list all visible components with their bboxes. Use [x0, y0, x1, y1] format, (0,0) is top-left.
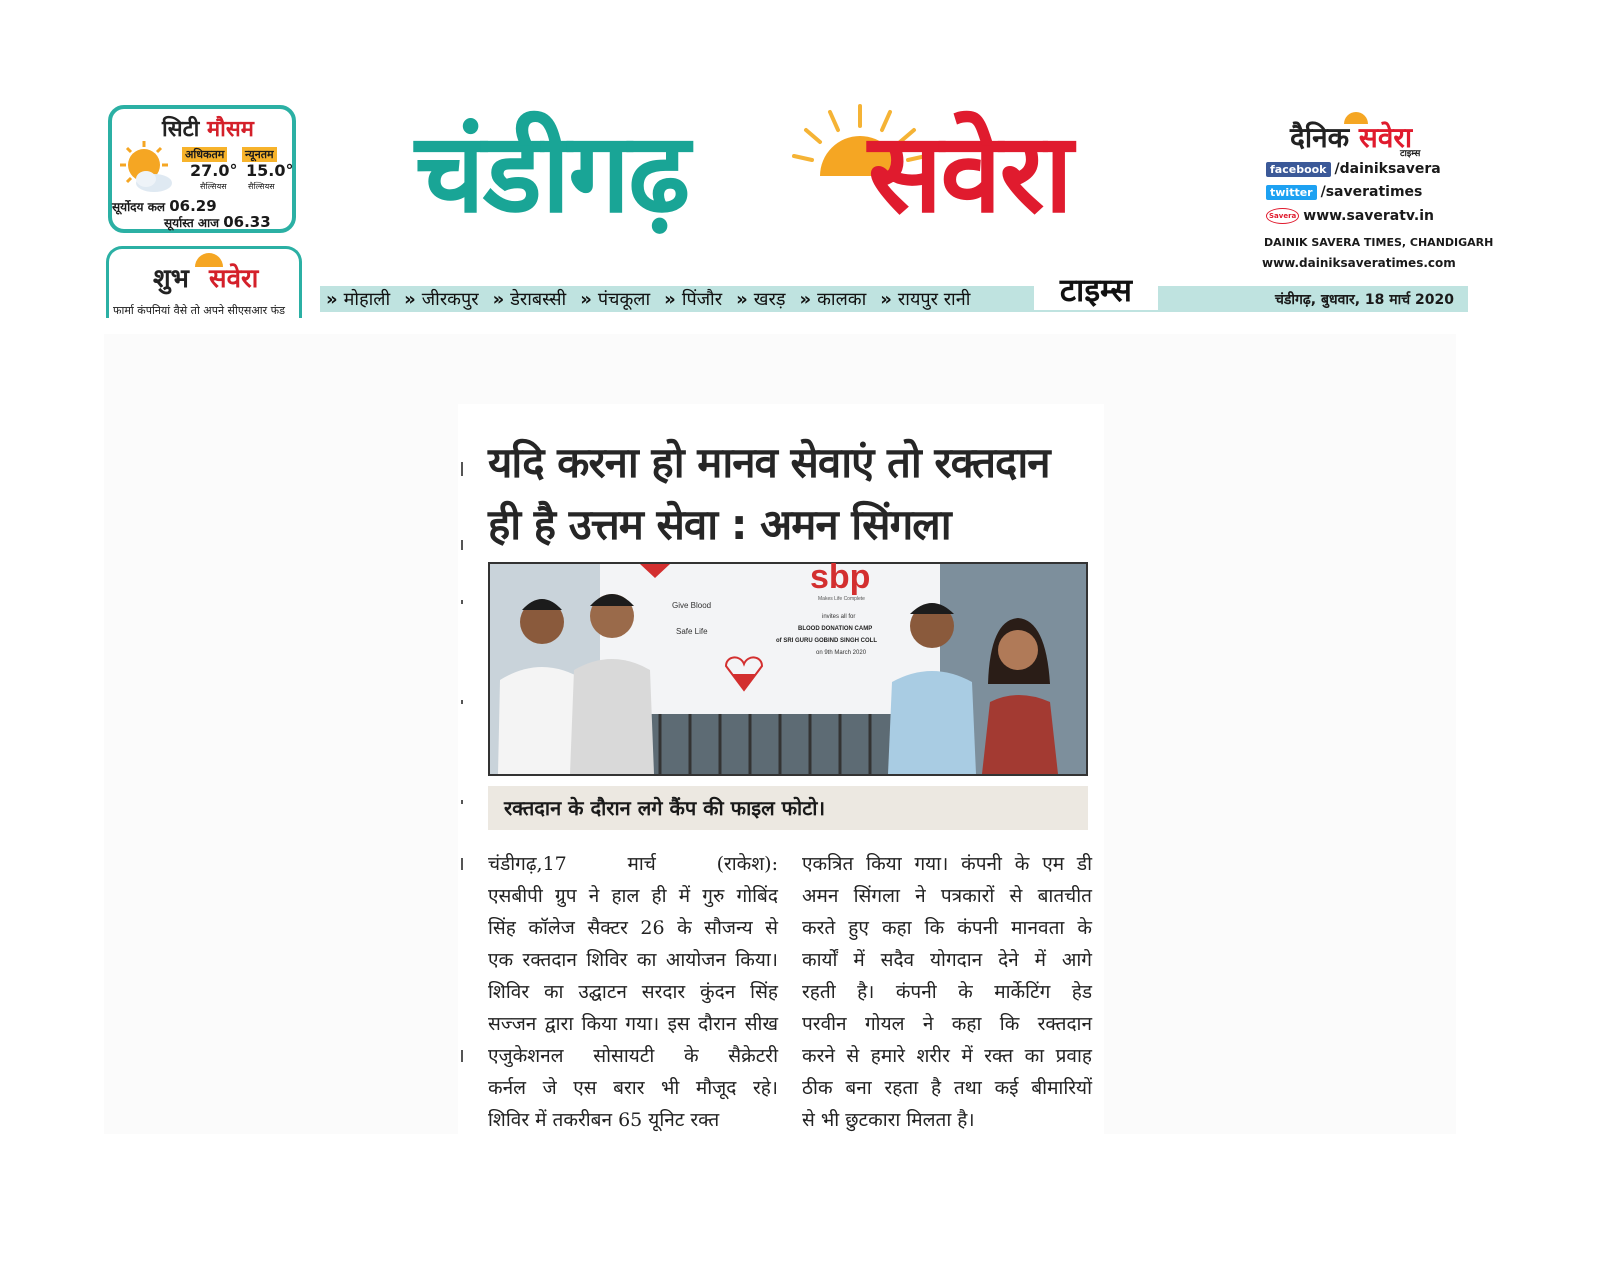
twitter-handle: /saveratimes: [1320, 184, 1423, 200]
chevron-right-icon: »: [326, 288, 338, 310]
article-line: करते हुए कहा कि कंपनी मानवता के: [802, 917, 1092, 939]
nav-item-pinjore[interactable]: [664, 287, 722, 311]
edition-date: चंडीगढ़, बुधवार, 18 मार्च 2020: [1275, 292, 1454, 308]
banner-camp: BLOOD DONATION CAMP: [798, 626, 873, 632]
weather-title-a: सिटी: [162, 116, 200, 142]
website-link[interactable]: [1266, 208, 1434, 224]
brand-title: [1290, 118, 1412, 156]
article-column-1: [488, 848, 778, 1136]
weather-title-b: मौसम: [207, 116, 254, 142]
article-line: चंडीगढ़,17 मार्च (राकेश):: [488, 853, 778, 875]
masthead-city: चंडीगढ़: [415, 108, 689, 237]
article-photo: [488, 558, 1088, 776]
margin-tick: [461, 1050, 463, 1062]
article-line: एसबीपी ग्रुप ने हाल ही में गुरु गोबिंद: [488, 885, 778, 907]
article-line: एकत्रित किया गया। कंपनी के एम डी: [802, 853, 1092, 875]
facebook-icon: facebook: [1266, 162, 1331, 177]
chevron-right-icon: »: [404, 288, 416, 310]
banner-safe: Safe Life: [676, 627, 708, 636]
chevron-right-icon: »: [799, 288, 812, 310]
margin-tick: [461, 858, 463, 870]
sunset: [164, 213, 271, 231]
nav-item-panchkula[interactable]: [580, 287, 650, 311]
article-column-2: [802, 848, 1092, 1136]
sunrise-label: सूर्योदय कल: [112, 200, 166, 214]
article-line: कार्यों में सदैव योगदान देने में आगे: [802, 949, 1092, 971]
banner-invite: invites all for: [822, 614, 856, 620]
blood-donation-camp-photo: [490, 558, 1086, 774]
nav-item-label: खरड़: [753, 289, 786, 310]
article-line: परवीन गोयल ने कहा कि रक्तदान: [802, 1013, 1092, 1035]
nav-item-label: जीरकपुर: [421, 289, 479, 310]
sunrise-time: 06.29: [169, 197, 217, 215]
banner-logo: sbp: [810, 558, 871, 596]
facebook-link[interactable]: [1266, 161, 1441, 177]
facebook-handle: /dainiksavera: [1334, 161, 1441, 177]
nav-item-label: पिंजौर: [681, 289, 723, 310]
nav-item-zirakpur[interactable]: [404, 287, 478, 311]
sunset-time: 06.33: [223, 213, 271, 231]
article-line: शिविर में तकरीबन 65 यूनिट रक्त: [488, 1109, 720, 1131]
nav-item-kharar[interactable]: [736, 287, 785, 311]
margin-tick: [461, 462, 463, 476]
nav-item-label: रायपुर रानी: [897, 289, 971, 310]
article-headline: [488, 432, 1098, 556]
headline-line-1: यदि करना हो मानव सेवाएं तो रक्तदान: [488, 438, 1050, 487]
brand-title-b: सवेरा: [1358, 121, 1413, 154]
shubh-title-b: सवेरा: [209, 264, 259, 294]
masthead-name: सवेरा: [868, 108, 1071, 237]
nav-item-kalka[interactable]: [799, 287, 866, 311]
min-temp-unit: सैल्सियस: [248, 182, 275, 191]
article-line: शिविर का उद्घाटन सरदार कुंदन सिंह: [488, 981, 778, 1003]
article-line: एक रक्तदान शिविर का आयोजन किया।: [488, 949, 778, 971]
chevron-right-icon: »: [492, 288, 505, 310]
nav-item-label: मोहाली: [343, 289, 391, 310]
max-temp-unit: सैल्सियस: [200, 182, 227, 191]
banner-give: Give Blood: [672, 601, 712, 610]
masthead-times: टाइम्स: [1034, 270, 1158, 310]
min-temp-label: न्यूनतम: [242, 147, 277, 162]
min-temp-value: 15.0°: [246, 161, 294, 180]
article-line: से भी छुटकारा मिलता है।: [802, 1109, 975, 1131]
article-line: सिंह कॉलेज सैक्टर 26 के सौजन्य से: [488, 917, 778, 939]
chevron-right-icon: »: [664, 288, 676, 310]
chevron-right-icon: »: [736, 288, 748, 310]
nav-item-label: कालका: [817, 289, 867, 310]
brand-url[interactable]: www.dainiksaveratimes.com: [1262, 256, 1456, 270]
banner-logo-sub: Makes Life Complete: [818, 596, 865, 602]
nav-item-label: पंचकूला: [597, 289, 651, 310]
max-temp-value: 27.0°: [190, 161, 238, 180]
margin-tick: [461, 600, 463, 604]
brand-times: टाइम्स: [1400, 149, 1421, 159]
weather-box: [108, 105, 296, 233]
article-line: कर्नल जे एस बरार भी मौजूद रहे।: [488, 1077, 778, 1099]
nav-item-raipur-rani[interactable]: [880, 287, 970, 311]
shubh-headline[interactable]: फार्मा कंपनियां वैसे तो अपने सीएसआर फंड: [113, 304, 285, 317]
article-line: सज्जन द्वारा किया गया। इस दौरान सीख: [488, 1013, 778, 1035]
article-line: अमन सिंगला ने पत्रकारों से बातचीत: [802, 885, 1092, 907]
city-nav-list: [326, 286, 970, 312]
chevron-right-icon: »: [880, 288, 892, 310]
nav-item-label: डेराबस्सी: [510, 289, 567, 310]
shubh-savera-box: [106, 246, 302, 318]
banner-date: on 9th March 2020: [816, 650, 867, 656]
nav-item-mohali[interactable]: [326, 287, 390, 311]
article-line: करने से हमारे शरीर में रक्त का प्रवाह: [802, 1045, 1092, 1067]
margin-tick: [461, 700, 463, 704]
twitter-link[interactable]: [1266, 184, 1422, 200]
twitter-icon: twitter: [1266, 185, 1317, 200]
chevron-right-icon: »: [580, 288, 592, 310]
brand-title-a: दैनिक: [1290, 121, 1350, 154]
sun-cloud-icon: [118, 139, 176, 197]
margin-tick: [461, 800, 463, 804]
caption-text: रक्तदान के दौरान लगे कैंप की फाइल फोटो।: [504, 796, 826, 820]
banner-college: of SRI GURU GOBIND SINGH COLL: [776, 638, 877, 644]
tv-logo-icon: Savera: [1266, 208, 1299, 224]
city-nav-bar: [320, 286, 1468, 312]
sunset-label: सूर्यास्त आज: [164, 216, 220, 230]
nav-item-derabassi[interactable]: [493, 287, 567, 311]
article-line: रहती है। कंपनी के मार्केटिंग हेड: [802, 981, 1092, 1003]
headline-line-2: ही है उत्तम सेवा : अमन सिंगला: [488, 500, 951, 549]
max-temp-label: अधिकतम: [182, 147, 227, 162]
shubh-title-a: शुभ: [153, 264, 189, 294]
brand-city-line: DAINIK SAVERA TIMES, CHANDIGARH: [1264, 236, 1494, 249]
margin-tick: [461, 540, 463, 550]
article-line: ठीक बना रहता है तथा कई बीमारियों: [802, 1077, 1092, 1099]
photo-caption: [488, 786, 1088, 830]
article-line: एजुकेशनल सोसायटी के सैक्रेटरी: [488, 1045, 778, 1067]
website-url: www.saveratv.in: [1303, 208, 1435, 224]
